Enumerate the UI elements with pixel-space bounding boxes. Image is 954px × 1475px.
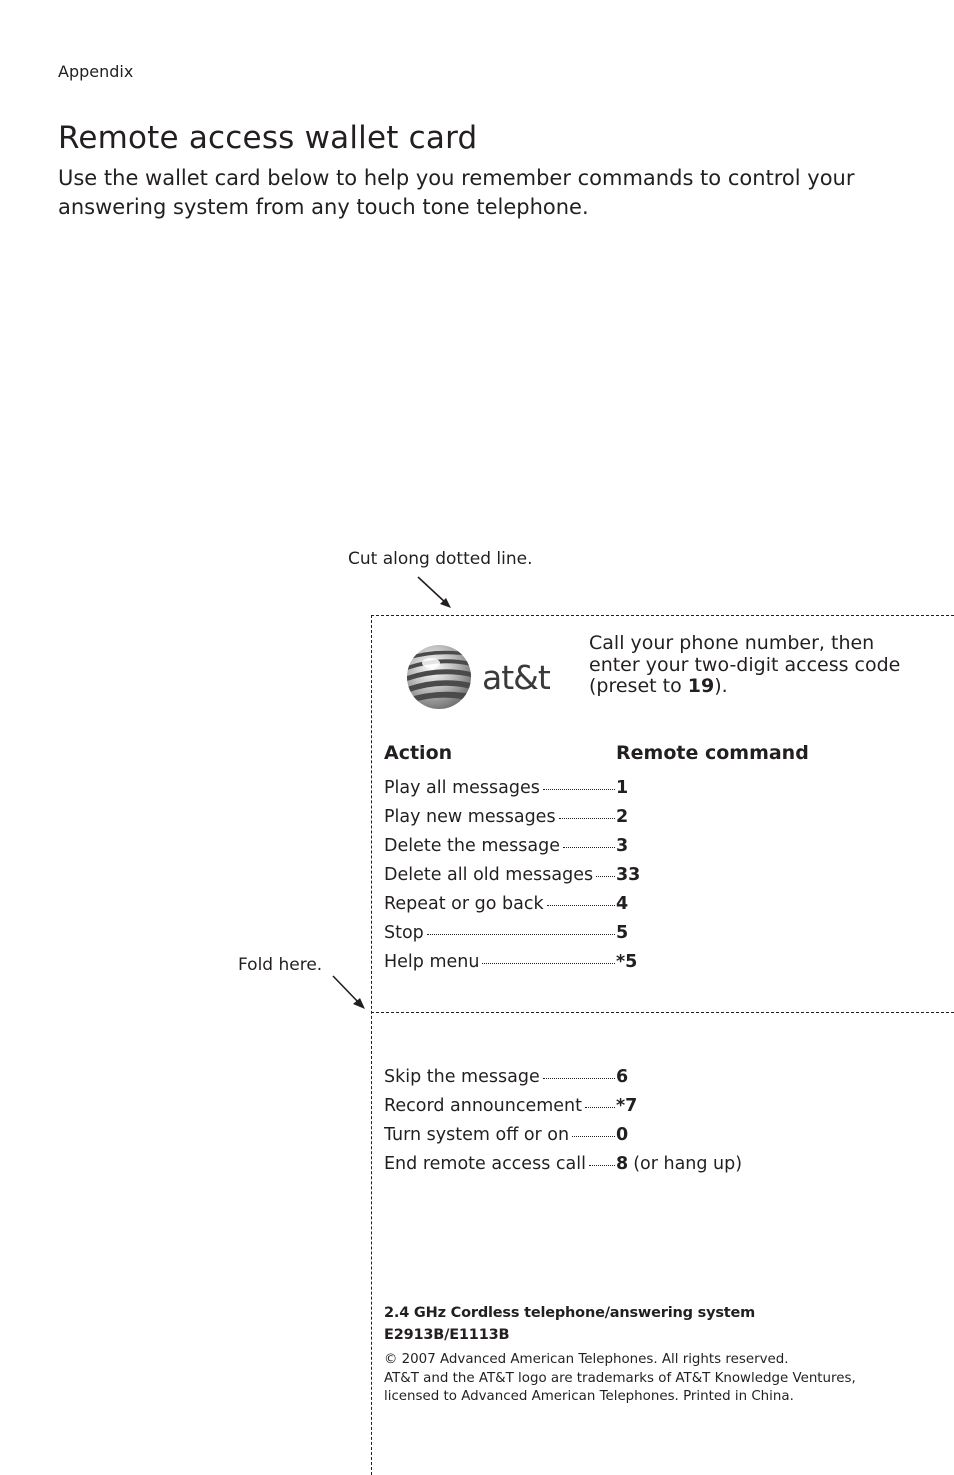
command-action: Play new messages (384, 807, 556, 827)
globe-icon (407, 645, 471, 709)
command-row (384, 865, 854, 894)
logo-wordmark: at&t (482, 658, 550, 697)
call-instructions-text: Call your phone number, then enter your two-digit access code (preset to (589, 632, 901, 697)
command-code: 2 (616, 807, 629, 827)
command-row (384, 807, 854, 836)
att-logo (405, 643, 555, 711)
command-code: 6 (616, 1067, 629, 1087)
front-command-list (384, 778, 854, 981)
command-code: 8 (616, 1154, 629, 1174)
access-code: 19 (687, 675, 715, 697)
copyright-text: © 2007 Advanced American Telephones. All rights reserved. (384, 1352, 789, 1367)
command-action: Help menu (384, 952, 480, 972)
command-action: Stop (384, 923, 424, 943)
product-info (384, 1302, 755, 1346)
command-row (384, 1125, 854, 1154)
command-row (384, 1096, 854, 1125)
page-title: Remote access wallet card (58, 120, 478, 156)
leader-dots (543, 1078, 615, 1079)
leader-dots (543, 789, 615, 790)
command-row (384, 923, 854, 952)
command-row (384, 894, 854, 923)
command-code: 33 (616, 865, 641, 885)
call-instructions (589, 633, 929, 698)
command-note: (or hang up) (633, 1154, 743, 1174)
command-column-header: Remote command (616, 742, 809, 764)
command-row (384, 1067, 854, 1096)
command-row (384, 952, 854, 981)
command-action: End remote access call (384, 1154, 586, 1174)
section-label: Appendix (58, 62, 134, 81)
leader-dots (547, 905, 615, 906)
product-name: 2.4 GHz Cordless telephone/answering system (384, 1305, 756, 1321)
command-code: 5 (616, 923, 629, 943)
fold-instruction: Fold here. (238, 955, 323, 975)
leader-dots (585, 1107, 615, 1108)
leader-dots (596, 876, 615, 877)
command-code: 4 (616, 894, 629, 914)
cut-arrow-icon (414, 574, 456, 612)
command-code: 3 (616, 836, 629, 856)
fold-line (371, 1012, 954, 1013)
command-action: Skip the message (384, 1067, 540, 1087)
command-action: Record announcement (384, 1096, 582, 1116)
command-row (384, 836, 854, 865)
command-row (384, 778, 854, 807)
command-code: 0 (616, 1125, 629, 1145)
leader-dots (563, 847, 615, 848)
command-row (384, 1154, 854, 1183)
leader-dots (427, 934, 615, 935)
command-code: *7 (616, 1096, 638, 1116)
call-instructions-end: ). (714, 675, 728, 697)
cut-line-top (371, 615, 954, 616)
back-command-list (384, 1067, 854, 1183)
leader-dots (589, 1165, 615, 1166)
action-column-header: Action (384, 742, 453, 764)
cut-line-vertical (371, 615, 372, 1475)
leader-dots (572, 1136, 615, 1137)
legal-notice (384, 1351, 904, 1407)
leader-dots (559, 818, 615, 819)
intro-text: Use the wallet card below to help you remember commands to control your answering system from any touch tone telephone. (58, 166, 855, 219)
command-action: Delete the message (384, 836, 560, 856)
command-code: *5 (616, 952, 638, 972)
trademark-text: AT&T and the AT&T logo are trademarks of AT&T Knowledge Ventures, licensed to Advanced American Telephones. Printed in China. (384, 1370, 856, 1404)
leader-dots (482, 963, 615, 964)
cut-instruction: Cut along dotted line. (348, 549, 533, 569)
command-action: Delete all old messages (384, 865, 594, 885)
fold-arrow-icon (329, 973, 371, 1013)
command-action: Repeat or go back (384, 894, 544, 914)
command-code: 1 (616, 778, 629, 798)
product-models: E2913B/E1113B (384, 1327, 510, 1343)
command-action: Turn system off or on (384, 1125, 570, 1145)
command-action: Play all messages (384, 778, 540, 798)
